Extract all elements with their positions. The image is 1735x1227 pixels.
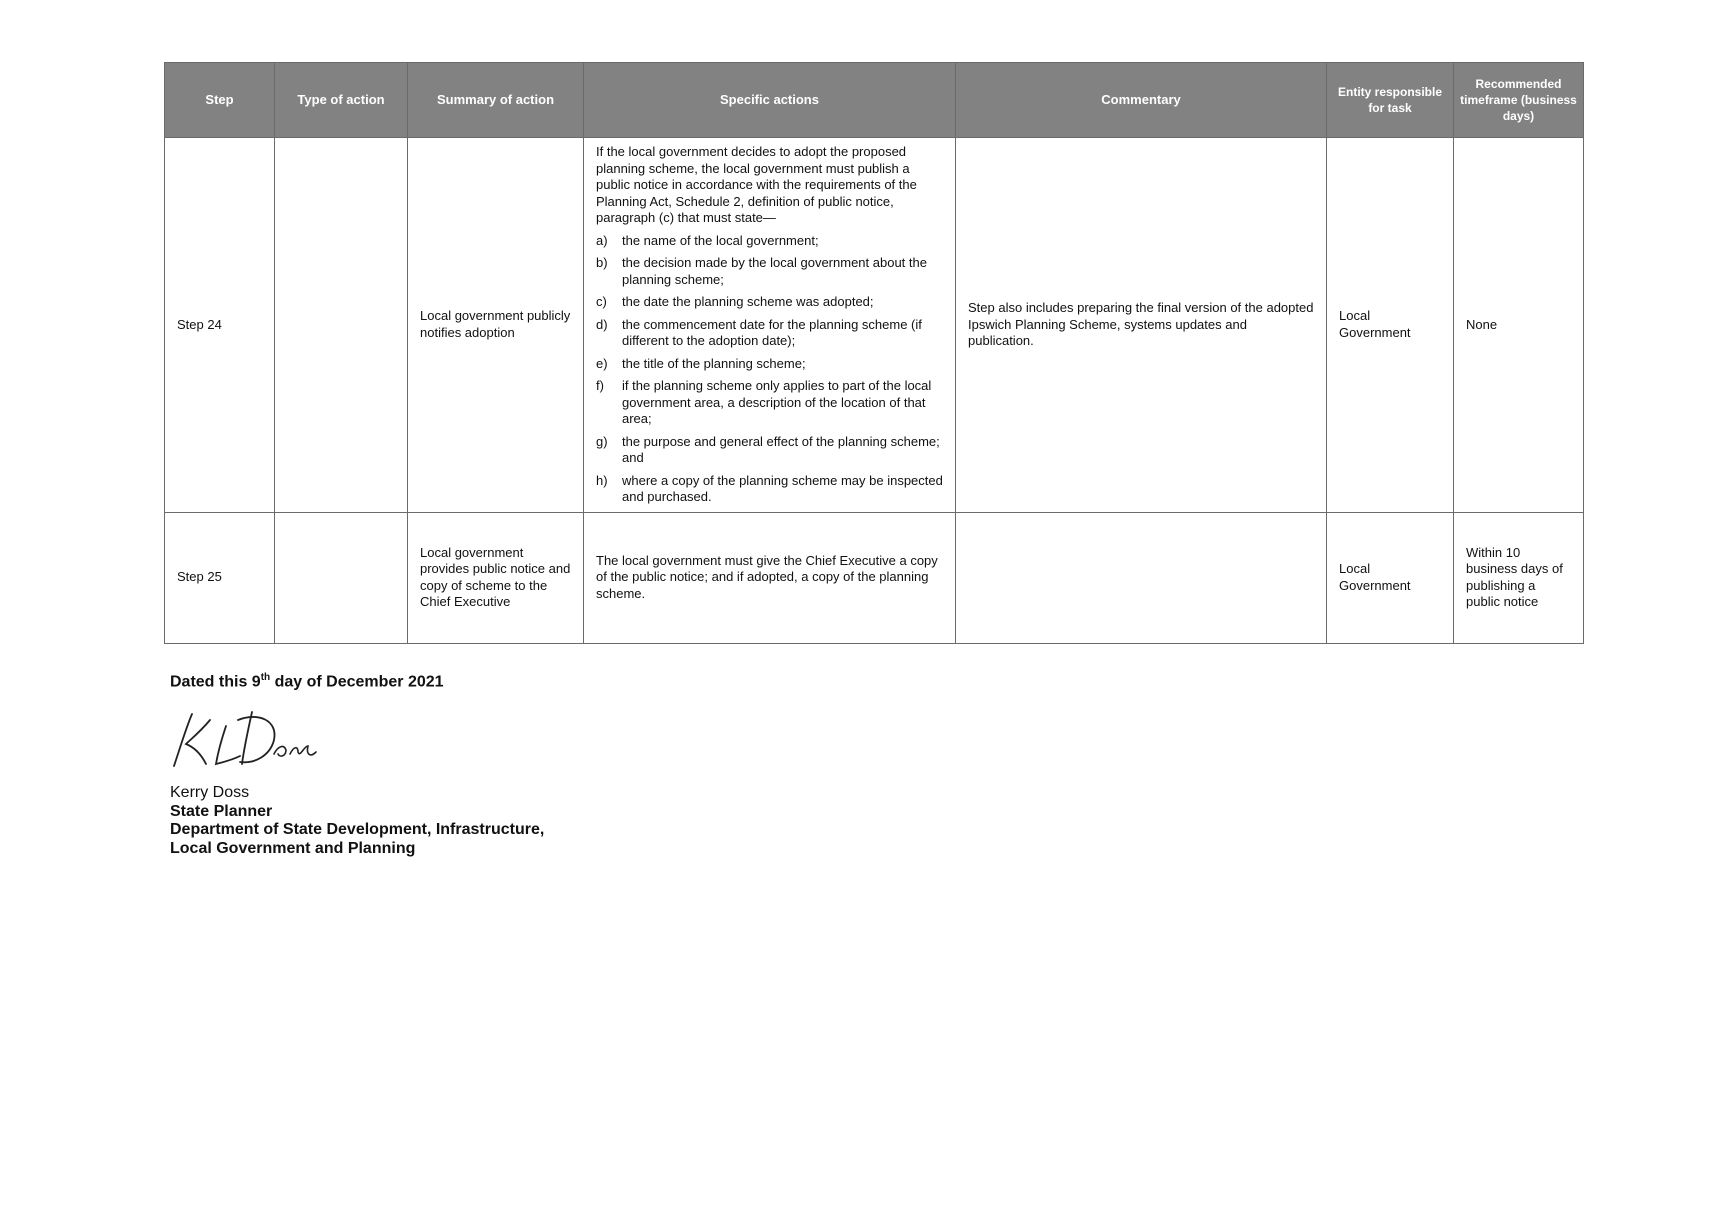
timeframe-cell: Within 10 business days of publishing a public notice bbox=[1454, 512, 1584, 643]
department-line-2: Local Government and Planning bbox=[170, 839, 416, 857]
table-row bbox=[165, 138, 1584, 513]
list-item: d) the commencement date for the planning scheme (if different to the adoption date); bbox=[596, 316, 922, 348]
list-item: c) the date the planning scheme was adopted; bbox=[596, 294, 874, 309]
step-cell: Step 24 bbox=[165, 138, 275, 513]
table-header-row bbox=[165, 63, 1584, 138]
commentary-cell bbox=[956, 512, 1327, 643]
signatory-block bbox=[170, 784, 544, 858]
list-item: g) the purpose and general effect of the planning scheme; and bbox=[596, 433, 940, 465]
step-cell: Step 25 bbox=[165, 512, 275, 643]
summary-cell: Local government publicly notifies adoption bbox=[408, 138, 584, 513]
header-recommended-timeframe: Recommended timeframe (business days) bbox=[1454, 63, 1584, 138]
specific-actions-cell bbox=[584, 138, 956, 513]
list-item: b) the decision made by the local government about the planning scheme; bbox=[596, 255, 927, 287]
header-type-of-action: Type of action bbox=[275, 63, 408, 138]
specific-items-list bbox=[596, 233, 943, 506]
type-cell bbox=[275, 138, 408, 513]
timeframe-cell: None bbox=[1454, 138, 1584, 513]
header-specific-actions: Specific actions bbox=[584, 63, 956, 138]
signer-name: Kerry Doss bbox=[170, 784, 250, 801]
department-line-1: Department of State Development, Infrastructure, bbox=[170, 821, 545, 838]
header-entity-responsible: Entity responsible for task bbox=[1327, 63, 1454, 138]
commentary-cell: Step also includes preparing the final version of the adopted Ipswich Planning Scheme, systems updates and publication. bbox=[956, 138, 1327, 513]
dated-line: Dated this 9th day of December 2021 bbox=[170, 672, 444, 691]
specific-actions-cell: The local government must give the Chief Executive a copy of the public notice; and if adopted, a copy of the planning scheme. bbox=[584, 512, 956, 643]
summary-cell: Local government provides public notice and copy of scheme to the Chief Executive bbox=[408, 512, 584, 643]
list-item: a) the name of the local government; bbox=[596, 232, 819, 248]
list-item: e) the title of the planning scheme; bbox=[596, 355, 806, 371]
specific-intro: If the local government decides to adopt the proposed planning scheme, the local government must publish a public notice in accordance with the requirements of the Planning Act, Schedule 2, definition of public notice, paragraph (c) that must state— bbox=[596, 144, 917, 225]
header-step: Step bbox=[165, 63, 275, 138]
steps-table bbox=[164, 62, 1584, 644]
handwritten-signature bbox=[166, 706, 326, 774]
type-cell bbox=[275, 512, 408, 643]
signer-title: State Planner bbox=[170, 802, 273, 820]
entity-cell: Local Government bbox=[1327, 512, 1454, 643]
header-commentary: Commentary bbox=[956, 63, 1327, 138]
list-item: f) if the planning scheme only applies to part of the local government area, a description of the location of that area; bbox=[596, 378, 932, 426]
header-summary-of-action: Summary of action bbox=[408, 63, 584, 138]
table-row bbox=[165, 512, 1584, 643]
list-item: h) where a copy of the planning scheme may be inspected and purchased. bbox=[596, 472, 943, 504]
entity-cell: Local Government bbox=[1327, 138, 1454, 513]
